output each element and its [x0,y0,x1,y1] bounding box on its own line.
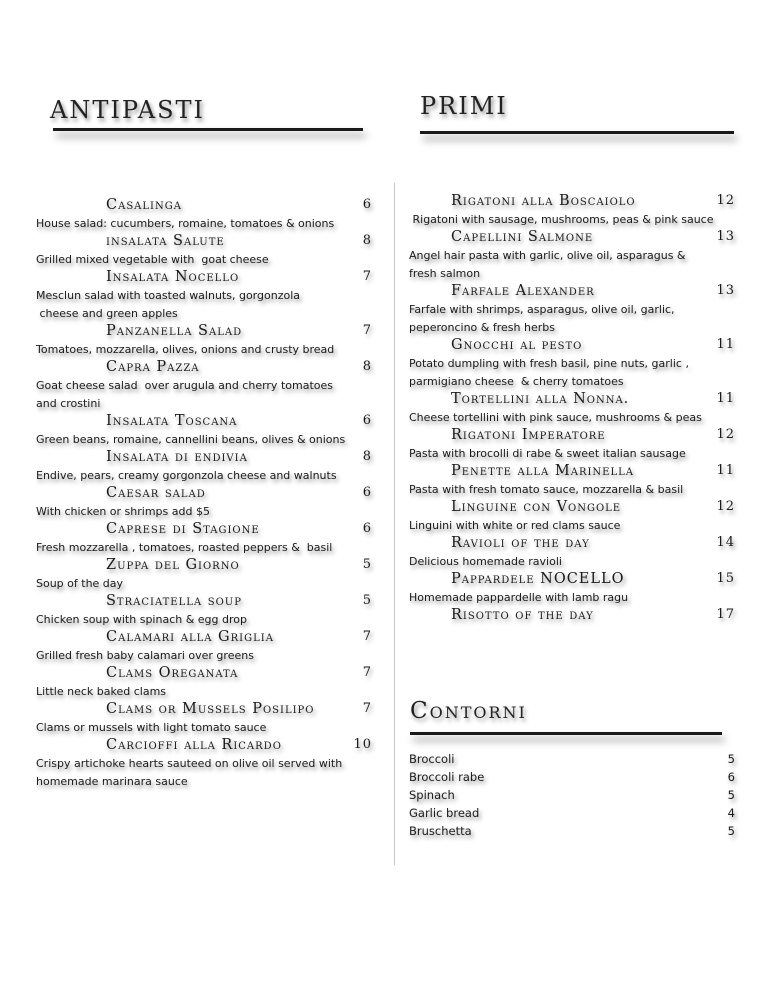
menu-item-description: Grilled fresh baby calamari over greens [36,649,254,662]
side-item-price: 5 [727,824,735,838]
menu-item [36,413,372,449]
column-divider [394,183,395,865]
menu-item-description: Potato dumpling with fresh basil, pine nuts, garlic , parmigiano cheese & cherry tomatoes [409,357,689,388]
menu-item-price: 12 [716,427,735,442]
menu-item-header [36,269,372,287]
menu-item [409,499,735,535]
menu-item-header [36,413,372,431]
side-item-price: 5 [727,788,735,802]
menu-item-name: Ravioli of the day [451,535,590,551]
menu-item-name: Farfale Alexander [451,283,595,299]
menu-item-name: Rigatoni alla Boscaiolo [451,193,636,209]
menu-item-description: Homemade pappardelle with lamb ragu [409,591,629,604]
menu-item-name: Capra Pazza [106,359,200,375]
menu-item-name: Insalata Nocello [106,269,240,285]
menu-item-header [36,359,372,377]
menu-item-price: 7 [362,665,372,680]
contorni-list [409,752,735,842]
menu-item-description: Soup of the day [36,577,124,590]
menu-item-name: Linguine con Vongole [451,499,622,515]
menu-item-description: House salad: cucumbers, romaine, tomatoes & onions [36,217,335,230]
menu-item-name: Caprese di Stagione [106,521,260,537]
menu-item-description: Delicious homemade ravioli [409,555,562,568]
menu-item-description: Mesclun salad with toasted walnuts, gorgonzola cheese and green apples [36,289,300,320]
menu-item-header [409,535,735,553]
menu-item-header [36,323,372,341]
menu-item-header [409,229,735,247]
menu-item-price: 15 [716,571,735,586]
menu-item-description: Green beans, romaine, cannellini beans, olives & onions [36,433,346,446]
menu-item-price: 13 [716,229,735,244]
menu-item-price: 8 [362,449,372,464]
menu-item-description: Grilled mixed vegetable with goat cheese [36,253,269,266]
side-item-price: 5 [727,752,735,766]
menu-item-description: Chicken soup with spinach & egg drop [36,613,247,626]
menu-item [36,737,372,791]
menu-item-price: 6 [362,521,372,536]
menu-item-name: Clams or Mussels Posilipo [106,701,315,717]
menu-item [36,233,372,269]
menu-item-description: Farfale with shrimps, asparagus, olive oil, garlic, peperoncino & fresh herbs [409,303,675,334]
menu-item-description: Cheese tortellini with pink sauce, mushrooms & peas [409,411,702,424]
menu-item-price: 10 [353,737,372,752]
menu-item-header [36,737,372,755]
menu-item-name: Clams Oreganata [106,665,239,681]
side-item [409,824,735,842]
menu-item [36,521,372,557]
menu-item-header [36,485,372,503]
menu-item-description: Pasta with fresh tomato sauce, mozzarella & basil [409,483,684,496]
side-item-name: Broccoli [409,752,455,766]
menu-item [409,193,735,229]
menu-item-price: 6 [362,485,372,500]
menu-item-description: Goat cheese salad over arugula and cherry tomatoes and crostini [36,379,333,410]
menu-item [36,323,372,359]
menu-item-price: 8 [362,233,372,248]
menu-item-header [409,463,735,481]
menu-item [409,571,735,607]
menu-item-name: Insalata Toscana [106,413,238,429]
menu-item-description: Little neck baked clams [36,685,167,698]
menu-item-header [409,571,735,589]
menu-item-description: Linguini with white or red clams sauce [409,519,621,532]
menu-item-header [36,233,372,251]
menu-item [409,463,735,499]
menu-item [36,485,372,521]
menu-item-header [36,521,372,539]
menu-item-name: Zuppa del Giorno [106,557,240,573]
menu-item-header [36,665,372,683]
side-item [409,770,735,788]
menu-item-name: Risotto of the day [451,607,594,623]
menu-item-header [36,449,372,467]
menu-item-description: Crispy artichoke hearts sauteed on olive oil served with homemade marinara sauce [36,757,343,788]
menu-item-price: 17 [716,607,735,622]
menu-item-name: Carcioffi alla Ricardo [106,737,282,753]
menu-item-description: Clams or mussels with light tomato sauce [36,721,267,734]
antipasti-rule [53,128,363,131]
menu-item-name: Insalata di endivia [106,449,248,465]
menu-item-header [409,391,735,409]
side-item-price: 4 [727,806,735,820]
menu-item [36,197,372,233]
menu-item-price: 12 [716,193,735,208]
menu-item-description: Pasta with brocolli di rabe & sweet italian sausage [409,447,686,460]
menu-item-price: 11 [716,391,735,406]
menu-item-header [409,499,735,517]
menu-item-price: 5 [362,557,372,572]
menu-item-price: 6 [362,413,372,428]
menu-item-description: With chicken or shrimps add $5 [36,505,210,518]
menu-item-price: 7 [362,629,372,644]
side-item [409,806,735,824]
menu-item-price: 7 [362,323,372,338]
menu-item-name: Caesar salad [106,485,206,501]
side-item [409,752,735,770]
menu-item-price: 11 [716,337,735,352]
menu-item [36,269,372,323]
menu-item-price: 8 [362,359,372,374]
menu-item-header [409,607,735,625]
menu-item-name: Tortellini alla Nonna. [451,391,630,407]
menu-item-header [36,701,372,719]
menu-item-header [409,427,735,445]
menu-item-price: 13 [716,283,735,298]
menu-item [36,701,372,737]
menu-item-header [36,629,372,647]
menu-item-name: Casalinga [106,197,182,213]
menu-item-price: 11 [716,463,735,478]
menu-item-header [36,593,372,611]
menu-item-price: 7 [362,701,372,716]
menu-item-name: Straciatella soup [106,593,242,609]
menu-item-name: Panzanella Salad [106,323,243,339]
menu-item [409,337,735,391]
side-item-name: Spinach [409,788,455,802]
menu-item-description: Rigatoni with sausage, mushrooms, peas & pink sauce [409,213,714,226]
menu-item-name: Capellini Salmone [451,229,594,245]
antipasti-heading: ANTIPASTI [50,96,206,124]
menu-item-description: Fresh mozzarella , tomatoes, roasted peppers & basil [36,541,333,554]
menu-item [36,557,372,593]
menu-item-price: 14 [716,535,735,550]
menu-item [409,283,735,337]
menu-item [36,593,372,629]
menu-item-price: 12 [716,499,735,514]
side-item-name: Broccoli rabe [409,770,485,784]
menu-item-price: 5 [362,593,372,608]
menu-item-name: Gnocchi al pesto [451,337,583,353]
contorni-rule [410,732,722,735]
menu-item-description: Endive, pears, creamy gorgonzola cheese and walnuts [36,469,337,482]
menu-item [409,391,735,427]
primi-rule [420,131,734,134]
menu-item-description: Tomatoes, mozzarella, olives, onions and crusty bread [36,343,335,356]
menu-item [409,607,735,625]
side-item-price: 6 [727,770,735,784]
side-item-name: Bruschetta [409,824,472,838]
menu-item-header [409,337,735,355]
side-item-name: Garlic bread [409,806,480,820]
menu-item [409,535,735,571]
menu-item-header [409,283,735,301]
menu-item-price: 6 [362,197,372,212]
menu-item-header [36,557,372,575]
menu-item-header [36,197,372,215]
menu-item-description: Angel hair pasta with garlic, olive oil, asparagus & fresh salmon [409,249,686,280]
menu-item [36,629,372,665]
menu-item-header [409,193,735,211]
contorni-heading: Contorni [410,698,527,724]
menu-item [409,229,735,283]
menu-item-name: Pappardele NOCELLO [451,571,625,587]
menu-item [36,665,372,701]
menu-item-name: insalata Salute [106,233,225,249]
primi-list [409,193,735,625]
menu-item [36,449,372,485]
menu-item [409,427,735,463]
menu-item-price: 7 [362,269,372,284]
primi-heading: PRIMI [420,92,508,120]
menu-item-name: Calamari alla Griglia [106,629,274,645]
side-item [409,788,735,806]
antipasti-list [36,197,372,791]
menu-item-name: Rigatoni Imperatore [451,427,606,443]
menu-item [36,359,372,413]
menu-item-name: Penette alla Marinella [451,463,634,479]
